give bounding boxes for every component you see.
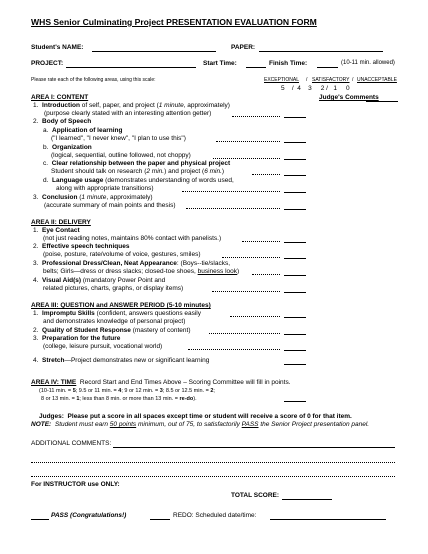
redo-label: REDO: Scheduled date/time:: [173, 512, 257, 519]
judges-instruction: [39, 413, 352, 421]
score-line-a2-3[interactable]: [284, 275, 306, 276]
finish-time-label: Finish Time:: [269, 60, 308, 67]
area1-item3: [33, 194, 153, 202]
area4-points-line2: [41, 396, 197, 403]
item-time: 2 min.: [146, 168, 165, 175]
area1-item1-detail: (purpose clearly stated with an interesting attention getter): [44, 110, 212, 117]
item-text: Student should talk on research (: [51, 168, 147, 175]
points-redo: re-do: [179, 396, 194, 402]
note-pass: PASS: [241, 421, 259, 428]
area4-title: AREA IV: TIME: [31, 379, 77, 386]
paper-label: PAPER:: [231, 44, 256, 51]
scale-separator-1: /: [306, 77, 308, 83]
item-text: ): [221, 168, 225, 175]
item-number: 3.: [33, 335, 39, 342]
pass-checkbox-line[interactable]: [31, 519, 49, 520]
scale-exceptional: EXCEPTIONAL: [264, 77, 300, 83]
area1-item2d-detail: along with appropriate transitions): [56, 185, 154, 192]
item-number: 2.: [33, 327, 39, 334]
points-text: ; less than 8 min. or more than 13 min. =: [79, 396, 180, 402]
item-text: (confident, answers questions easily: [94, 310, 202, 317]
area4-points-line1: [39, 388, 215, 395]
leader-dots: [232, 116, 280, 117]
score-line-a1-2b[interactable]: [284, 159, 306, 160]
item-title: Introduction: [42, 102, 80, 109]
area1-item2: [33, 118, 91, 126]
item-text: ): [237, 268, 240, 275]
item-text: —Project demonstrates new or significant learning: [64, 357, 210, 364]
leader-dots: [188, 349, 280, 350]
score-line-a1-1[interactable]: [284, 117, 306, 118]
score-line-a4-time[interactable]: [284, 401, 306, 402]
score-line-a3-3[interactable]: [284, 350, 306, 351]
area1-item3-detail: (accurate summary of main points and thesis): [44, 202, 176, 209]
comments-line-1[interactable]: [113, 447, 395, 448]
area3-item4: [33, 357, 209, 365]
points-value: 2: [210, 388, 214, 394]
item-text: (mandatory Power Point and: [81, 277, 166, 284]
start-time-label: Start Time:: [203, 60, 237, 67]
area2-item1-detail: (not just reading notes, maintains 80% contact with panelists.): [43, 235, 222, 242]
score-line-a3-2[interactable]: [284, 334, 306, 335]
note-line: [31, 421, 369, 429]
scale-separator-2: /: [352, 77, 354, 83]
leader-dots: [213, 158, 280, 159]
area4-text: Record Start and End Times Above – Scoring Committee will fill in points.: [79, 379, 291, 386]
item-text: business look: [197, 268, 238, 275]
additional-comments-label: ADDITIONAL COMMENTS:: [31, 440, 112, 447]
leader-dots: [182, 191, 280, 192]
total-score-label: TOTAL SCORE:: [231, 492, 280, 499]
comments-line-2[interactable]: [31, 462, 395, 463]
area4-header: [31, 379, 291, 387]
item-number: b.: [43, 144, 49, 151]
item-title: Language usage: [52, 177, 104, 184]
note-text: minimum, out of 75, to satisfactorily: [136, 421, 242, 428]
area3-item3: [33, 335, 120, 343]
item-title: Clear relationship between the paper and physical project: [51, 160, 231, 167]
area1-title: AREA I: CONTENT: [31, 94, 89, 101]
area3-title: AREA III: QUESTION and ANSWER PERIOD (5-10 minutes): [31, 302, 211, 309]
score-line-a2-4[interactable]: [284, 292, 306, 293]
area2-item4: [33, 277, 165, 285]
score-line-a3-4[interactable]: [284, 364, 306, 365]
points-text: 8 or 13 min. =: [41, 396, 77, 402]
area1-item2c-detail: [51, 168, 224, 176]
score-line-a2-1[interactable]: [284, 242, 306, 243]
area3-item2: [33, 327, 191, 335]
leader-dots: [252, 174, 280, 175]
points-text: (10-11 min. =: [39, 388, 73, 394]
judges-label: Judges:: [39, 413, 64, 420]
judges-text: Please put a score in all spaces except time or student will receive a score of 0 for that item.: [67, 413, 352, 420]
item-number: d.: [43, 177, 49, 184]
item-text: , approximately): [106, 194, 153, 201]
item-text: (demonstrates understanding of words used,: [103, 177, 234, 184]
points-value: 5: [72, 388, 76, 394]
item-number: 3.: [33, 194, 39, 201]
scale-satisfactory: SATISFACTORY: [312, 77, 350, 83]
item-number: a.: [43, 127, 49, 134]
item-number: 1.: [33, 227, 39, 234]
item-title: Visual Aid(s): [42, 277, 82, 284]
score-line-a1-2d[interactable]: [284, 192, 306, 193]
area2-item4-detail: related pictures, charts, graphs, or display items): [43, 285, 184, 292]
item-text: ) and project (: [164, 168, 205, 175]
points-value: 4: [118, 388, 122, 394]
item-number: 1.: [33, 310, 39, 317]
area3-item1-detail: and demonstrates knowledge of personal project): [43, 318, 186, 325]
item-title: Stretch: [42, 357, 65, 364]
item-time: 1 minute: [158, 102, 184, 109]
points-text: ; 9.5 or 11 min. =: [75, 388, 119, 394]
scale-numbers: 5 / 4 3 2 / 1 0: [281, 85, 350, 92]
finish-time-field[interactable]: [317, 67, 338, 68]
item-number: 2.: [33, 118, 39, 125]
student-name-label: Student's NAME:: [31, 44, 84, 51]
note-points: 50 points: [109, 421, 137, 428]
score-line-a1-2c[interactable]: [284, 175, 306, 176]
comments-line-3[interactable]: [31, 476, 395, 477]
item-number: 3.: [33, 260, 39, 267]
student-name-field[interactable]: [92, 51, 216, 52]
area1-item1: [33, 102, 230, 110]
item-text: belts; Girls—dress or dress slacks; closed-toe shoes,: [43, 268, 198, 275]
scale-unacceptable: UNACCEPTABLE: [357, 77, 397, 83]
score-line-a2-2[interactable]: [284, 258, 306, 259]
area2-item1: [33, 227, 80, 235]
score-line-a3-1[interactable]: [284, 317, 306, 318]
points-text: ;: [213, 388, 215, 394]
points-value: 1: [76, 396, 80, 402]
item-number: 1.: [33, 102, 39, 109]
area1-item2d: [43, 177, 234, 185]
leader-dots: [186, 208, 280, 209]
area1-item2a-detail: ("I learned", "I never knew", "I plan to use this"): [51, 135, 186, 142]
item-text: of self, paper, and project (: [79, 102, 159, 109]
item-title: Body of Speech: [42, 118, 92, 125]
item-title: Application of learning: [52, 127, 123, 134]
item-title: Professional Dress/Clean, Neat Appearance: [42, 260, 177, 267]
score-line-a1-3[interactable]: [284, 209, 306, 210]
item-text: (mastery of content): [130, 327, 191, 334]
page-title: WHS Senior Culminating Project PRESENTATION EVALUATION FORM: [31, 17, 317, 27]
area2-item3-detail: [43, 268, 239, 276]
redo-checkbox-line[interactable]: [150, 519, 170, 520]
redo-date-field[interactable]: [270, 519, 386, 520]
judges-comments-header: Judge's Comments: [319, 94, 379, 101]
leader-dots: [216, 141, 280, 142]
item-title: Conclusion: [42, 194, 78, 201]
note-text: Student must earn: [54, 421, 110, 428]
item-number: 4.: [33, 277, 39, 284]
item-time: 1 minute: [81, 194, 107, 201]
area2-item2-detail: (poise, posture, rate/volume of voice, gestures, smiles): [43, 251, 201, 258]
note-text: the Senior Project presentation panel.: [258, 421, 370, 428]
area2-title: AREA II: DELIVERY: [31, 219, 91, 226]
leader-dots: [212, 291, 280, 292]
item-text: (: [77, 194, 82, 201]
judges-comments-underline: [366, 101, 398, 102]
item-number: 4.: [33, 357, 39, 364]
points-value: 3: [159, 388, 163, 394]
item-title: Impromptu Skills: [42, 310, 95, 317]
area1-item2a: [43, 127, 122, 135]
area2-item3: [33, 260, 230, 268]
note-label: NOTE:: [31, 421, 52, 428]
area3-item1: [33, 310, 201, 318]
item-text: : (Boys--tie/slacks,: [176, 260, 231, 267]
time-allowed-note: (10-11 min. allowed): [341, 60, 395, 66]
item-text: , approximately): [183, 102, 230, 109]
item-title: Eye Contact: [42, 227, 80, 234]
leader-dots: [230, 316, 280, 317]
pass-label: PASS (Congratulations!): [51, 512, 127, 519]
area3-item3-detail: (college, leisure pursuit, vocational world): [43, 343, 163, 350]
points-text: ; 9 or 12 min. =: [121, 388, 160, 394]
leader-dots: [252, 274, 280, 275]
points-text: ).: [193, 396, 197, 402]
leader-dots: [222, 257, 280, 258]
item-time: 6 min.: [204, 168, 222, 175]
instructor-label: For INSTRUCTOR use ONLY:: [31, 481, 120, 488]
score-line-a1-2a[interactable]: [284, 142, 306, 143]
item-title: Effective speech techniques: [42, 243, 130, 250]
area1-item2c: [43, 160, 230, 168]
project-label: PROJECT:: [31, 60, 64, 67]
item-number: 2.: [33, 243, 39, 250]
area2-item2: [33, 243, 129, 251]
item-number: c.: [43, 160, 49, 167]
total-score-field[interactable]: [282, 499, 332, 500]
area1-item2b-detail: (logical, sequential, outline followed, not choppy): [51, 152, 191, 159]
area1-item2b: [43, 144, 92, 152]
start-time-field[interactable]: [246, 67, 266, 68]
project-field[interactable]: [66, 67, 196, 68]
leader-dots: [209, 333, 280, 334]
item-title: Preparation for the future: [42, 335, 121, 342]
paper-field[interactable]: [259, 51, 383, 52]
points-text: ; 8.5 or 12.5 min. =: [162, 388, 211, 394]
leader-dots: [242, 241, 280, 242]
item-title: Quality of Student Response: [42, 327, 131, 334]
item-title: Organization: [52, 144, 92, 151]
rating-instructions: Please rate each of the following areas, using this scale:: [31, 77, 156, 83]
